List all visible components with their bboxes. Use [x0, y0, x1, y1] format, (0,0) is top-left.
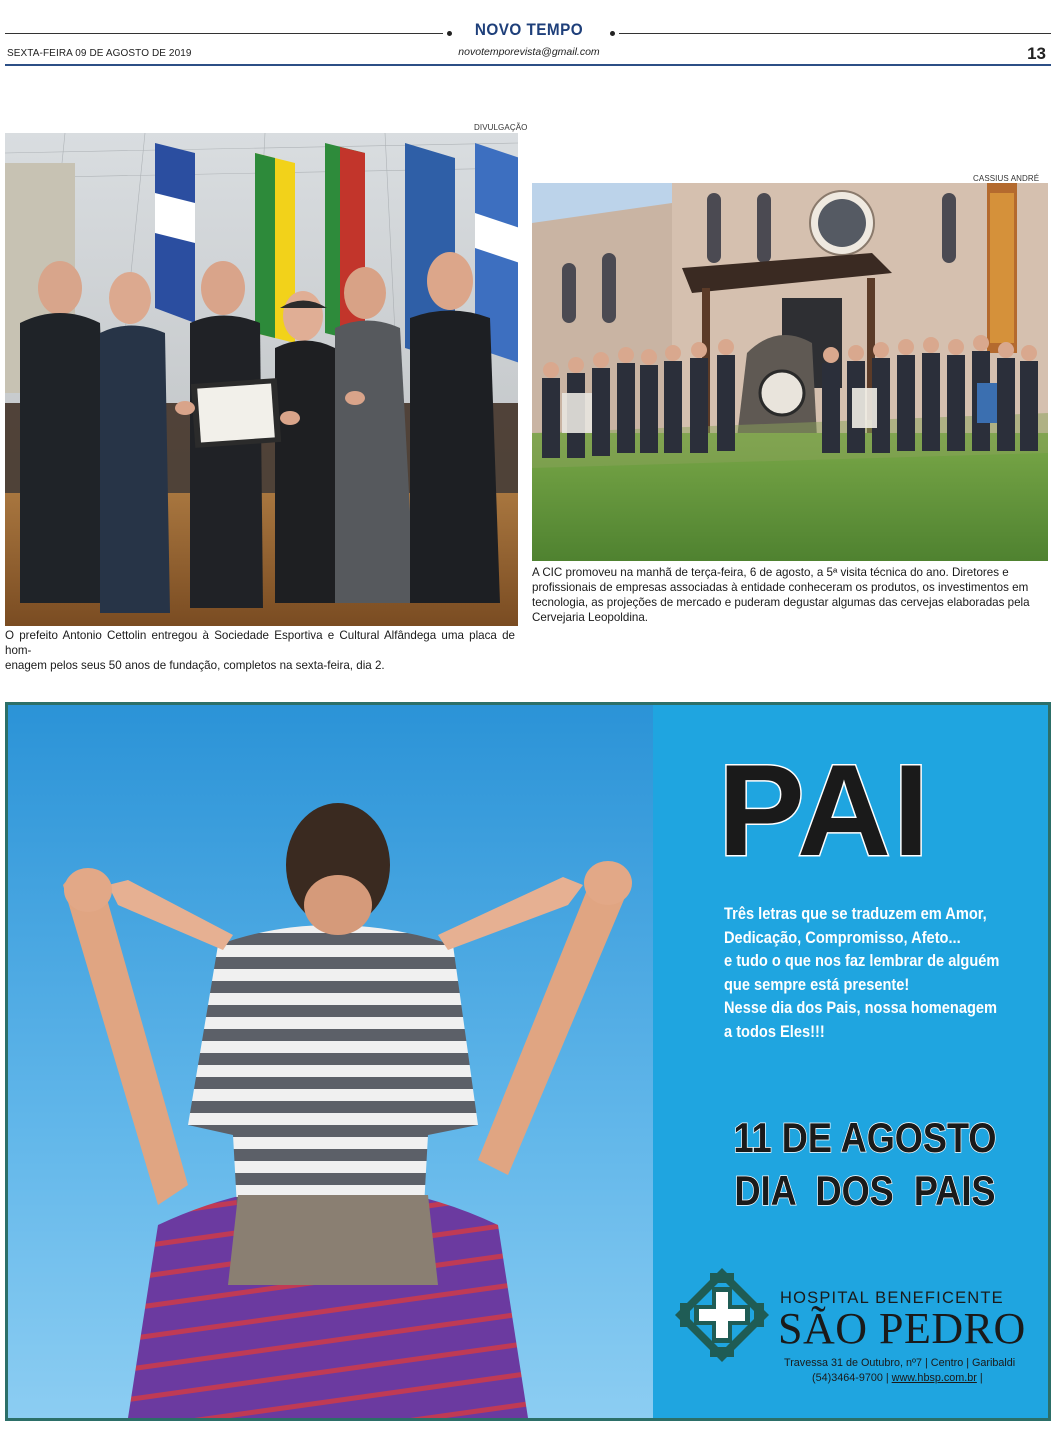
tagline-line: Dedicação, Compromisso, Afeto...: [724, 927, 961, 947]
photo-credit-right: CASSIUS ANDRÉ: [973, 174, 1040, 183]
ad-occasion: DIA DOS PAIS: [734, 1167, 996, 1214]
header-bottom-rule: [5, 64, 1051, 66]
header-rule-left: [5, 33, 443, 34]
hospital-name: SÃO PEDRO: [778, 1304, 1026, 1353]
masthead-title: NOVO TEMPO: [474, 20, 584, 39]
hospital-phone: (54)3464-9700 |: [812, 1372, 889, 1384]
hospital-contact: [812, 1372, 983, 1384]
hospital-website-link[interactable]: www.hbsp.com.br: [891, 1372, 977, 1384]
header-bullet-right: [610, 31, 615, 36]
tagline-line: e tudo o que nos faz lembrar de alguém: [724, 951, 1000, 970]
caption-right-line: Cervejaria Leopoldina.: [532, 611, 649, 624]
award-ceremony-photo: [5, 133, 518, 626]
ad-date: 11 DE AGOSTO: [733, 1114, 997, 1161]
caption-left: [5, 628, 515, 673]
hospital-contact-suffix: |: [979, 1372, 983, 1384]
caption-right-line: tecnologia, as projeções de mercado e puderam degustar algumas das cervejas elaboradas pela: [532, 596, 1030, 609]
page-number: 13: [1027, 44, 1046, 63]
ad-tagline: [724, 902, 1000, 1043]
award-ceremony-illustration: [5, 133, 518, 626]
hospital-label: HOSPITAL BENEFICENTE: [780, 1289, 1004, 1307]
tagline-line: a todos Eles!!!: [724, 1021, 825, 1041]
contact-email: novotemporevista@gmail.com: [458, 46, 600, 58]
header-rule-right: [619, 33, 1051, 34]
hospital-address: Travessa 31 de Outubro, nº7 | Centro | Garibaldi: [784, 1357, 1016, 1369]
caption-right-line: profissionais de empresas associadas à entidade conheceram os produtos, os investimentos em: [532, 581, 1029, 594]
father-son-illustration: [8, 705, 653, 1418]
brewery-visit-illustration: [532, 183, 1048, 561]
father-son-photo: [8, 705, 653, 1418]
ad-headline: PAI: [718, 737, 932, 883]
tagline-line: Nesse dia dos Pais, nossa homenagem: [724, 998, 998, 1017]
caption-right: [532, 565, 1047, 625]
brewery-visit-photo: [532, 183, 1048, 561]
photo-credit-left: DIVULGAÇÃO: [474, 123, 528, 132]
tagline-line: que sempre está presente!: [724, 974, 910, 994]
tagline-line: Três letras que se traduzem em Amor,: [724, 904, 987, 923]
caption-right-line: A CIC promoveu na manhã de terça-feira, 6 de agosto, a 5ª visita técnica do ano. Diretores e: [532, 566, 1009, 579]
hospital-logo-icon: [672, 1265, 772, 1365]
caption-left-line: enagem pelos seus 50 anos de fundação, completos na sexta-feira, dia 2.: [5, 659, 385, 672]
caption-left-line: O prefeito Antonio Cettolin entregou à Sociedade Esportiva e Cultural Alfândega uma placa de hom-: [5, 629, 515, 657]
issue-date: SEXTA-FEIRA 09 DE AGOSTO DE 2019: [7, 48, 192, 59]
